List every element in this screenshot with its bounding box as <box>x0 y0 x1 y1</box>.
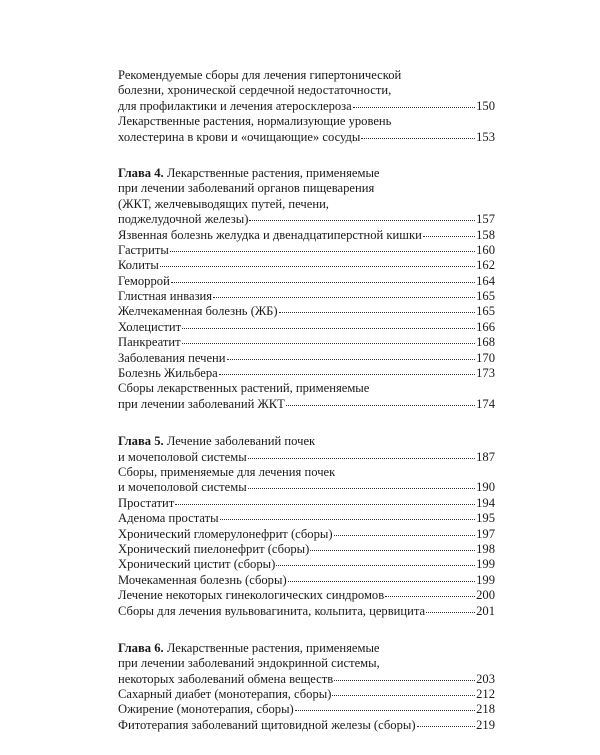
entry-title: Колиты <box>118 258 159 273</box>
dot-leader <box>175 504 475 505</box>
dot-leader <box>182 328 475 329</box>
toc-line <box>118 304 495 319</box>
toc-line <box>118 511 495 526</box>
page-number: 200 <box>476 588 495 603</box>
entry-title: Хронический пиелонефрит (сборы) <box>118 541 310 556</box>
dot-leader <box>361 138 475 139</box>
page-number: 212 <box>476 687 495 702</box>
page-number: 197 <box>476 526 495 541</box>
toc-line <box>118 114 495 129</box>
entry-title: Лечение некоторых гинекологических синдромов <box>118 588 385 603</box>
page-number: 203 <box>476 671 495 686</box>
entry-title: Лечение заболеваний почек <box>166 434 316 449</box>
chapter-label: Глава 5. <box>118 434 164 449</box>
toc-line <box>118 656 495 671</box>
toc-line <box>118 718 495 733</box>
entry-title: Гастриты <box>118 242 169 257</box>
entry-title: холестерина в крови и «очищающие» сосуды <box>118 129 361 144</box>
entry-title: болезни, хронической сердечной недостаточности, <box>118 83 392 98</box>
page-number: 168 <box>476 335 495 350</box>
entry-title: при лечении заболеваний органов пищеварения <box>118 181 375 196</box>
dot-leader <box>353 107 475 108</box>
toc-line <box>118 450 495 465</box>
page-number: 166 <box>476 319 495 334</box>
toc-line <box>118 212 495 227</box>
page-number: 170 <box>476 350 495 365</box>
entry-title: Мочекаменная болезнь (сборы) <box>118 572 287 587</box>
toc-line <box>118 68 495 83</box>
toc-line <box>118 320 495 335</box>
page-number: 198 <box>476 541 495 556</box>
toc-line <box>118 335 495 350</box>
toc-line <box>118 641 495 656</box>
dot-leader <box>171 282 475 283</box>
toc-line <box>118 130 495 145</box>
entry-title: Лекарственные растения, нормализующие уровень <box>118 114 392 129</box>
toc-line <box>118 258 495 273</box>
toc-line <box>118 181 495 196</box>
chapter-label: Глава 4. <box>118 165 164 180</box>
toc-line <box>118 672 495 687</box>
dot-leader <box>249 220 475 221</box>
toc-line <box>118 366 495 381</box>
toc-section <box>118 434 495 619</box>
page-number: 174 <box>476 396 495 411</box>
entry-title: Простатит <box>118 495 175 510</box>
toc-line <box>118 687 495 702</box>
page-number: 219 <box>476 717 495 732</box>
page-number: 165 <box>476 304 495 319</box>
entry-title: Геморрой <box>118 273 170 288</box>
entry-title: Рекомендуемые сборы для лечения гипертонической <box>118 68 402 82</box>
entry-title: Лекарственные растения, применяемые <box>166 640 380 655</box>
page-number: 165 <box>476 289 495 304</box>
page-number: 164 <box>476 273 495 288</box>
entry-title: при лечении заболеваний эндокринной системы, <box>118 656 380 671</box>
entry-title: для профилактики и лечения атеросклероза <box>118 98 352 113</box>
entry-title: Холецистит <box>118 319 182 334</box>
dot-leader <box>276 565 475 566</box>
dot-leader <box>417 726 476 727</box>
entry-title: Хронический цистит (сборы) <box>118 557 276 572</box>
toc-line <box>118 99 495 114</box>
toc-line <box>118 274 495 289</box>
entry-title: и мочеполовой системы <box>118 480 247 495</box>
toc-line <box>118 527 495 542</box>
entry-title: Сахарный диабет (монотерапия, сборы) <box>118 687 332 702</box>
toc-line <box>118 197 495 212</box>
toc-line <box>118 557 495 572</box>
page-number: 201 <box>476 603 495 618</box>
page-number: 190 <box>476 480 495 495</box>
toc-section <box>118 641 495 733</box>
toc-line <box>118 496 495 511</box>
toc-line <box>118 397 495 412</box>
dot-leader <box>227 359 476 360</box>
entry-title: Фитотерапия заболеваний щитовидной железы (сборы) <box>118 717 416 732</box>
toc-line <box>118 702 495 717</box>
dot-leader <box>279 312 476 313</box>
dot-leader <box>310 550 475 551</box>
toc-line <box>118 351 495 366</box>
entry-title: Глистная инвазия <box>118 289 213 304</box>
toc-line <box>118 434 495 449</box>
entry-title: Болезнь Жильбера <box>118 366 218 381</box>
table-of-contents <box>118 68 495 755</box>
dot-leader <box>170 251 475 252</box>
page-number: 153 <box>476 129 495 144</box>
page-number: 195 <box>476 511 495 526</box>
entry-title: Желчекаменная болезнь (ЖБ) <box>118 304 278 319</box>
toc-line <box>118 166 495 181</box>
dot-leader <box>248 488 475 489</box>
page-number: 160 <box>476 242 495 257</box>
page-number: 157 <box>476 212 495 227</box>
entry-title: Заболевания печени <box>118 350 226 365</box>
entry-title: поджелудочной железы) <box>118 212 249 227</box>
dot-leader <box>220 519 475 520</box>
toc-section <box>118 166 495 412</box>
entry-title: Сборы лекарственных растений, применяемые <box>118 381 370 396</box>
dot-leader <box>219 374 475 375</box>
dot-leader <box>332 695 475 696</box>
toc-line <box>118 381 495 396</box>
toc-line <box>118 83 495 98</box>
dot-leader <box>334 680 475 681</box>
dot-leader <box>426 612 475 613</box>
dot-leader <box>160 266 475 267</box>
toc-section <box>118 68 495 145</box>
dot-leader <box>288 581 475 582</box>
page-number: 173 <box>476 366 495 381</box>
dot-leader <box>213 297 475 298</box>
page-number: 150 <box>476 98 495 113</box>
chapter-label: Глава 6. <box>118 640 164 655</box>
dot-leader <box>286 405 475 406</box>
entry-title: и мочеполовой системы <box>118 449 247 464</box>
page-number: 158 <box>476 227 495 242</box>
entry-title: Сборы для лечения вульвовагинита, кольпита, цервицита <box>118 603 426 618</box>
dot-leader <box>423 236 475 237</box>
toc-line <box>118 228 495 243</box>
page-number: 199 <box>476 557 495 572</box>
entry-title: Ожирение (монотерапия, сборы) <box>118 702 294 717</box>
toc-line <box>118 604 495 619</box>
dot-leader <box>334 535 476 536</box>
page-number: 187 <box>476 449 495 464</box>
entry-title: Язвенная болезнь желудка и двенадцатиперстной кишки <box>118 227 422 242</box>
page-number: 162 <box>476 258 495 273</box>
toc-line <box>118 542 495 557</box>
page-number: 194 <box>476 495 495 510</box>
dot-leader <box>248 458 475 459</box>
toc-line <box>118 480 495 495</box>
toc-line <box>118 573 495 588</box>
dot-leader <box>385 596 475 597</box>
entry-title: некоторых заболеваний обмена веществ <box>118 671 334 686</box>
toc-line <box>118 289 495 304</box>
entry-title: (ЖКТ, желчевыводящих путей, печени, <box>118 196 329 211</box>
dot-leader <box>295 710 475 711</box>
entry-title: Аденома простаты <box>118 511 219 526</box>
entry-title: Хронический гломерулонефрит (сборы) <box>118 526 333 541</box>
toc-line <box>118 243 495 258</box>
toc-line <box>118 588 495 603</box>
toc-line <box>118 465 495 480</box>
entry-title: Панкреатит <box>118 335 181 350</box>
dot-leader <box>182 343 476 344</box>
entry-title: Сборы, применяемые для лечения почек <box>118 464 336 479</box>
entry-title: при лечении заболеваний ЖКТ <box>118 396 285 411</box>
entry-title: Лекарственные растения, применяемые <box>166 165 380 180</box>
page-number: 199 <box>476 572 495 587</box>
page-number: 218 <box>476 702 495 717</box>
